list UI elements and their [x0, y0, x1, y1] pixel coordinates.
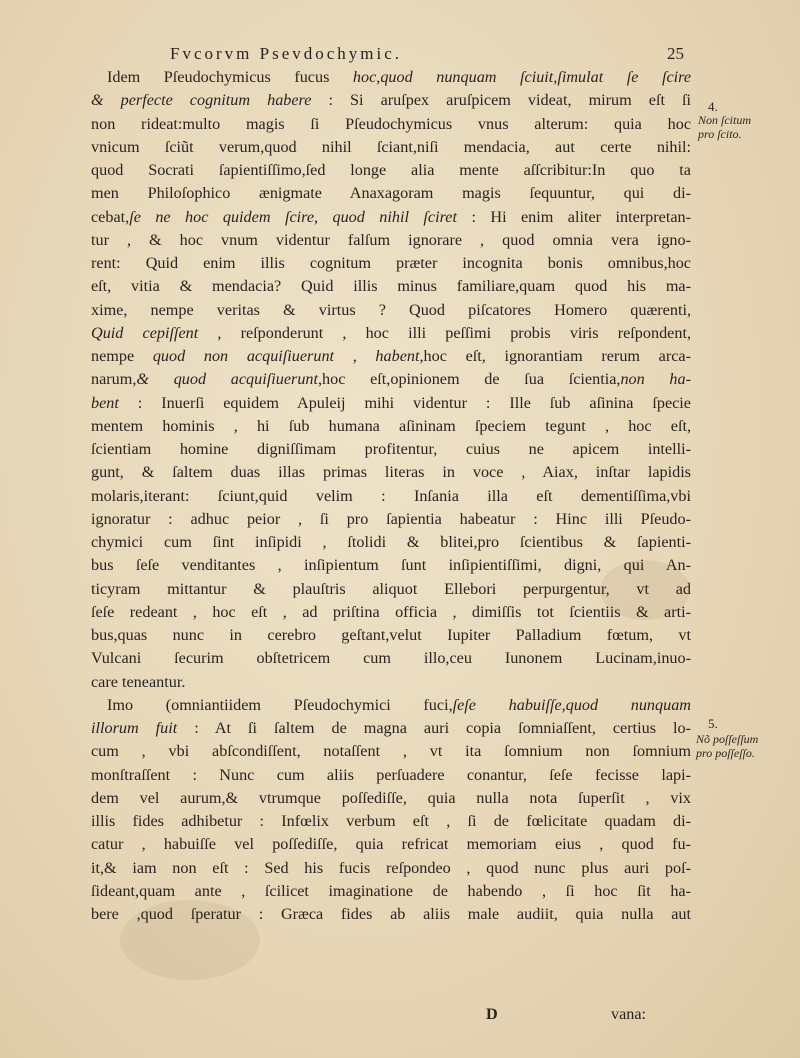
- italic-segment: non ha-: [620, 370, 691, 389]
- page-number: 25: [667, 44, 684, 63]
- italic-segment: bent: [91, 393, 119, 412]
- text-segment: rent: Quid enim illis cognitum præter incognita bonis omnibus,hoc: [91, 254, 691, 272]
- text-line: [91, 671, 691, 694]
- text-line: [91, 601, 691, 624]
- italic-segment: hoc,quod nunquam ſciuit,ſimulat ſe ſcire: [352, 68, 692, 86]
- text-segment: , reſponderunt , hoc illi peſſimi probis viris reſpondent,: [198, 323, 692, 342]
- margin-note-line: pro ſcito.: [698, 127, 742, 141]
- text-segment: ,hoc eſt,opinionem de ſua ſcientia,: [318, 370, 621, 389]
- text-line: [91, 764, 691, 787]
- text-segment: cebat,: [91, 207, 130, 226]
- text-segment: catur , habuiſſe vel poſſediſſe, quia refricat memoriam eius , quod fu-: [91, 835, 691, 854]
- italic-segment: & perfecte cognitum habere: [91, 91, 312, 110]
- italic-segment: quod non acquiſiuerunt , habent: [152, 347, 420, 365]
- text-line: [91, 903, 691, 926]
- text-segment: non rideat:multo magis ſi Pſeudochymicus vnus alterum: quia hoc: [91, 114, 691, 133]
- margin-note-number: 5.: [708, 716, 718, 731]
- text-line: [91, 299, 691, 322]
- text-segment: care teneantur.: [91, 672, 186, 691]
- text-line: [91, 833, 691, 856]
- text-line: [91, 717, 691, 740]
- text-segment: men Philoſophico ænigmate Anaxagoram magis ſequuntur, qui di-: [91, 184, 691, 203]
- text-line: [91, 857, 691, 880]
- catchword: vana:: [611, 1005, 647, 1023]
- text-segment: ſeſe redeant , hoc eſt , ad priſtina officia , dimiſſis tot ſcientiis & arti-: [91, 602, 691, 621]
- text-segment: molaris,iterant: ſciunt,quid velim : Inſania illa eſt dementiſſima,vbi: [91, 486, 691, 505]
- italic-segment: & quod acquiſiuerunt: [136, 370, 318, 389]
- text-segment: ,hoc eſt, ignorantiam rerum arca-: [419, 347, 692, 365]
- text-line: [91, 322, 691, 345]
- text-line: [91, 787, 691, 810]
- text-line: [91, 438, 691, 461]
- text-line: [91, 624, 691, 647]
- text-segment: dem vel aurum,& vtrumque poſſediſſe, quia nulla nota ſuperſit , vix: [91, 788, 691, 807]
- text-segment: Vulcani ſecurim obſtetricem cum illo,ceu Iunonem Lucinam,inuo-: [91, 649, 691, 668]
- text-segment: cum , vbi abſcondiſſent, notaſſent , vt ita ſomnium non ſomnium: [91, 742, 691, 761]
- text-segment: xime, nempe veritas & virtus ? Quod piſcatores Homero quærenti,: [91, 300, 691, 319]
- text-line: [91, 578, 691, 601]
- text-line: [91, 810, 691, 833]
- text-segment: chymici cum ſint inſipidi , ſtolidi & blitei,pro ſcientibus & ſapienti-: [91, 533, 691, 551]
- body-text: [91, 66, 691, 926]
- text-line: [91, 66, 691, 89]
- text-line: [91, 345, 691, 368]
- text-segment: ticyram mittantur & plauſtris aliquot Ellebori perpurgentur, vt ad: [91, 579, 691, 598]
- text-segment: : Inuerſi equidem Apuleij mihi videntur : Ille ſub aſinina ſpecie: [118, 393, 691, 412]
- signature-mark: D: [486, 1005, 498, 1023]
- page-footer: [91, 1002, 691, 1026]
- text-segment: nempe: [91, 347, 153, 365]
- text-segment: bus ſeſe venditantes , inſipientum ſunt inſipientiſſimi, digni, qui An-: [91, 556, 691, 575]
- text-line: [91, 415, 691, 438]
- text-line: [91, 368, 691, 391]
- text-line: [91, 392, 691, 415]
- text-segment: ſcientiam homine digniſſimam profitentur, cuius ne apicem intelli-: [91, 440, 691, 458]
- text-line: [91, 229, 691, 252]
- text-segment: bere ,quod ſperatur : Græca fides ab aliis male audiit, quia nulla aut: [91, 905, 691, 923]
- text-segment: bus,quas nunc in cerebro geſtant,velut Iupiter Palladium fœtum, vt: [91, 626, 691, 644]
- text-line: [91, 113, 691, 136]
- text-line: [91, 461, 691, 484]
- text-segment: : Hi enim aliter interpretan-: [457, 207, 691, 226]
- running-head: Fvcorvm Psevdochymic.: [170, 44, 403, 63]
- text-line: [91, 647, 691, 670]
- text-line: [91, 694, 691, 717]
- text-line: [91, 136, 691, 159]
- text-line: [91, 508, 691, 531]
- text-segment: quod Socrati ſapientiſſimo,ſed longe alia mente aſſcribitur:In quo ta: [91, 161, 691, 179]
- text-segment: Imo (omniantiidem Pſeudochymici fuci,: [107, 695, 453, 714]
- text-line: [91, 531, 691, 554]
- text-segment: ignoratur : adhuc peior , ſi pro ſapientia habeatur : Hinc illi Pſeudo-: [91, 509, 691, 528]
- margin-note-line: Non ſcitum: [698, 113, 751, 127]
- italic-segment: ſe ne hoc quidem ſcire, quod nihil ſciret: [129, 207, 457, 226]
- text-segment: : At ſi ſaltem de magna auri copia ſomniaſſent, certius lo-: [177, 719, 692, 737]
- margin-note-line: Nõ poſſeſſum: [696, 732, 759, 746]
- text-line: [91, 206, 691, 229]
- text-line: [91, 182, 691, 205]
- text-segment: illis fides adhibetur : Infœlix verbum eſt , ſi de fœlicitate quadam di-: [91, 812, 691, 830]
- text-line: [91, 880, 691, 903]
- text-segment: tur , & hoc vnum videntur falſum ignorare , quod omnia vera igno-: [91, 230, 691, 249]
- italic-segment: ſeſe habuiſſe,quod nunquam: [452, 695, 691, 714]
- italic-segment: illorum fuit: [91, 719, 178, 737]
- margin-note-line: pro poſſeſſo.: [696, 746, 755, 760]
- text-line: [91, 159, 691, 182]
- margin-note-number: 4.: [708, 99, 718, 114]
- text-segment: it,& iam non eſt : Sed his fucis reſpondeo , quod nunc plus auri poſ-: [91, 858, 691, 877]
- text-line: [91, 485, 691, 508]
- text-line: [91, 275, 691, 298]
- italic-segment: Quid cepiſſent: [91, 323, 199, 342]
- text-segment: : Si aruſpex aruſpicem videat, mirum eſt ſi: [311, 91, 691, 110]
- text-segment: monſtraſſent : Nunc cum aliis perſuadere conantur, ſeſe fecisse lapi-: [91, 765, 691, 784]
- text-line: [91, 252, 691, 275]
- text-segment: mentem hominis , hi ſub humana aſininam ſpeciem tegunt , hoc eſt,: [91, 416, 691, 435]
- text-segment: ſideant,quam ante , ſcilicet imaginatione de habendo , ſi hoc ſit ha-: [91, 881, 691, 900]
- text-segment: vnicum ſciũt verum,quod nihil ſciant,niſi mendacia, aut certe nihil:: [91, 137, 691, 156]
- text-line: [91, 89, 691, 112]
- text-segment: eſt, vitia & mendacia? Quid illis minus familiare,quam quod his ma-: [91, 277, 691, 296]
- text-segment: gunt, & ſaltem duas illas primas literas in voce , Aiax, inſtar lapidis: [91, 463, 691, 482]
- text-segment: narum,: [91, 370, 137, 389]
- text-line: [91, 740, 691, 763]
- text-line: [91, 554, 691, 577]
- text-segment: Idem Pſeudochymicus fucus: [107, 68, 353, 86]
